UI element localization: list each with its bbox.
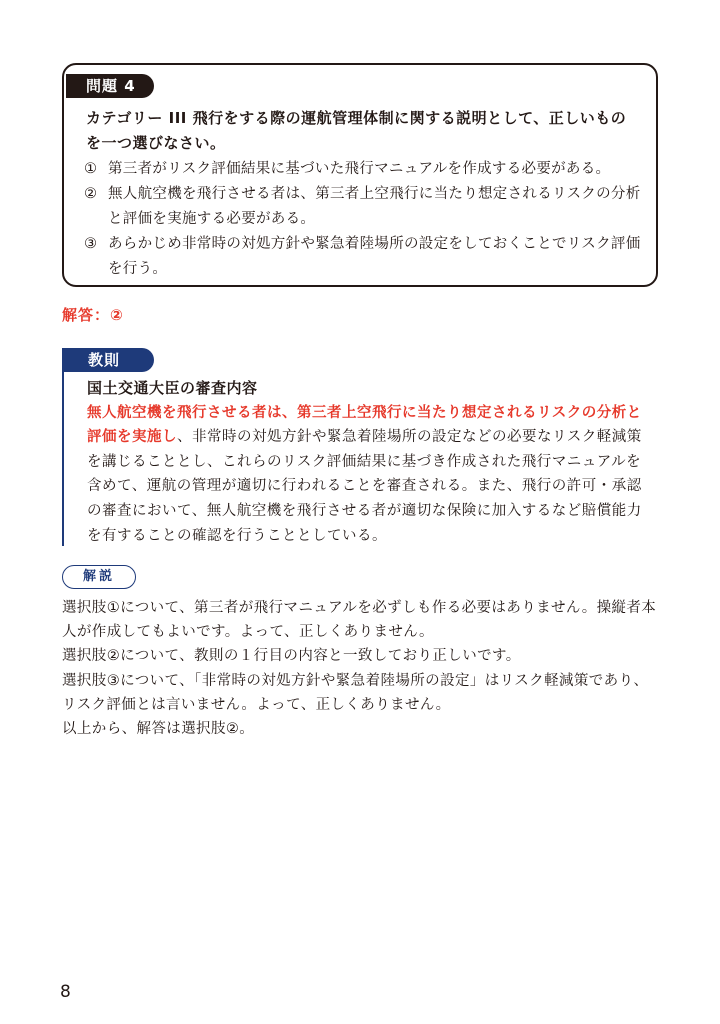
commentary-paragraph-4: 以上から、解答は選択肢②。: [62, 721, 255, 738]
question-tab: 問題 4: [66, 74, 154, 98]
option-3: [84, 232, 654, 282]
option-2-text: 無人航空機を飛行させる者は、第三者上空飛行に当たり想定されるリスクの分析と評価を実施する必要がある。: [108, 186, 641, 227]
question-stem: [86, 106, 642, 156]
option-3-number: ③: [84, 236, 98, 252]
question-stem-line1: カテゴリー III 飛行をする際の運航管理体制に関する説明として、正しいもの: [86, 109, 627, 127]
rule-title: 国土交通大臣の審査内容: [87, 379, 258, 397]
option-1-text: 第三者がリスク評価結果に基づいた飛行マニュアルを作成する必要がある。: [108, 161, 611, 177]
rule-body-text: 、非常時の対処方針や緊急着陸場所の設定などの必要なリスク軽減策を講じることとし、これらのリスク評価結果に基づき作成された飛行マニュアルを含めて、運航の管理が適切に行われることを審査される。また、飛行の許可・承認の審査において、無人航空機を飛行させる者が適切な保険に加入するなど賠償能力を有することの確認を行うこととしている。: [87, 429, 642, 544]
commentary-tab: 解説: [62, 565, 136, 589]
option-3-text: あらかじめ非常時の対処方針や緊急着陸場所の設定をしておくことでリスク評価を行う。: [108, 236, 641, 277]
rule-highlight: 無人航空機を飛行させる者は、第三者上空飛行に当たり想定されるリスクの分析と評価を実施し: [87, 404, 642, 446]
page-number: 8: [60, 982, 71, 1002]
rule-section: [87, 376, 647, 548]
option-1: [84, 157, 654, 182]
answer-label: 解答：②: [62, 306, 124, 324]
commentary-paragraph-1: 選択肢①について、第三者が飛行マニュアルを必ずしも作る必要はありません。操縦者本人が作成してもよいです。よって、正しくありません。: [62, 600, 657, 641]
rule-body: [87, 401, 647, 549]
rule-tab: 教則: [62, 348, 154, 372]
rule-side-bar: [62, 372, 64, 546]
question-stem-line2: を一つ選びなさい。: [86, 134, 226, 152]
option-1-number: ①: [84, 161, 98, 177]
commentary-paragraph-2: 選択肢②について、教則の１行目の内容と一致しており正しいです。: [62, 648, 521, 665]
option-2-number: ②: [84, 186, 98, 202]
option-2: [84, 182, 654, 232]
option-list: [84, 157, 654, 282]
commentary-section: [62, 596, 662, 741]
commentary-paragraph-3: 選択肢③について、「非常時の対処方針や緊急着陸場所の設定」はリスク軽減策であり、リスク評価とは言いません。よって、正しくありません。: [62, 672, 649, 713]
